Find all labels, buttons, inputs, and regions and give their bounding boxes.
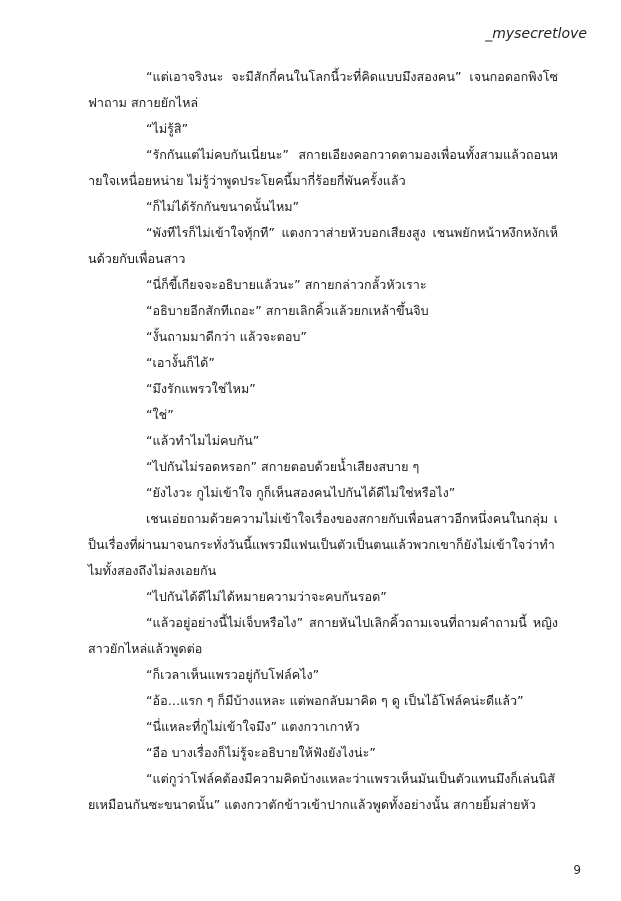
paragraph: “ก็เวลาเห็นแพรวอยู่กับโฟล์คไง” (146, 667, 320, 682)
paragraph: “เอางั้นก็ได้” (146, 355, 215, 370)
paragraph: “งั้นถามมาดีกว่า แล้วจะตอบ” (146, 329, 307, 344)
paragraph: “พังทีไรก็ไม่เข้าใจทุ้กที” แตงกวาส่ายหัวบอกเสียงสูง เชนพยักหน้าหงึกหงักเห็นด้วยกับเพื่อนสาว (88, 225, 558, 266)
paragraph: “ไปกันได้ดีไม่ได้หมายความว่าจะคบกันรอด” (146, 589, 387, 604)
paragraph: “ไปกันไม่รอดหรอก” สกายตอบด้วยน้ำเสียงสบาย ๆ (146, 459, 420, 474)
paragraph: “นี่แหละที่กูไม่เข้าใจมึง” แตงกวาเกาหัว (146, 719, 360, 734)
paragraph: “ยังไงวะ กูไม่เข้าใจ กูก็เห็นสองคนไปกันได้ดีไม่ใช่หรือไง” (146, 485, 456, 500)
paragraph: “อ้อ…แรก ๆ ก็มีบ้างแหละ แต่พอกลับมาคิด ๆ ดู เป็นไอ้โฟล์คน่ะดีแล้ว” (146, 693, 524, 708)
page-number: 9 (573, 863, 581, 877)
paragraph: “แต่กูว่าโฟล์คต้องมีความคิดบ้างแหละว่าแพรวเห็นมันเป็นตัวแทนมึงก็เล่นนิสัยเหมือนกันซะขนาดนั้น” แตงกวาตักข้าวเข้าปากแล้วพูดทั้งอย่างนั้น สกายยิ้มส่ายหัว (88, 771, 555, 812)
paragraph: “แล้วอยู่อย่างนี้ไม่เจ็บหรือไง” สกายหันไปเลิกคิ้วถามเจนที่ถามคำถามนี้ หญิงสาวยักไหล่แล้วพูดต่อ (88, 615, 558, 656)
paragraph: “นี่ก็ขี้เกียจจะอธิบายแล้วนะ” สกายกล่าวกลั้วหัวเราะ (146, 277, 427, 292)
paragraph: “ก็ไม่ได้รักกันขนาดนั้นไหม” (146, 199, 300, 214)
paragraph: “ไม่รู้สิ” (146, 121, 189, 136)
body-text (88, 64, 558, 818)
header-tag: _mysecretlove (485, 26, 587, 42)
paragraph: “อธิบายอีกสักทีเถอะ” สกายเลิกคิ้วแล้วยกเหล้าขึ้นจิบ (146, 303, 429, 318)
paragraph: “รักกันแต่ไม่คบกันเนี่ยนะ” สกายเอียงคอกวาดตามองเพื่อนทั้งสามแล้วถอนหายใจเหนื่อยหน่าย ไม่รู้ว่าพูดประโยคนี้มากี่ร้อยกี่พันครั้งแล้ว (88, 147, 558, 188)
paragraph: “แล้วทำไมไม่คบกัน” (146, 433, 260, 448)
paragraph: “ใช่” (146, 407, 174, 422)
paragraph: “มึงรักแพรวใช่ไหม” (146, 381, 256, 396)
paragraph: เชนเอ่ยถามด้วยความไม่เข้าใจเรื่องของสกายกับเพื่อนสาวอีกหนึ่งคนในกลุ่ม เป็นเรื่องที่ผ่านมาจนกระทั่งวันนี้แพรวมีแฟนเป็นตัวเป็นตนแล้วพวกเขาก็ยังไม่เข้าใจว่าทำไมทั้งสองถึงไม่ลงเอยกัน (88, 511, 558, 578)
paragraph: “แต่เอาจริงนะ จะมีสักกี่คนในโลกนี้วะที่คิดแบบมึงสองคน” เจนกอดอกพิงโซฟาถาม สกายยักไหล่ (88, 69, 558, 110)
paragraph: “อือ บางเรื่องก็ไม่รู้จะอธิบายให้ฟังยังไงน่ะ” (146, 745, 376, 760)
